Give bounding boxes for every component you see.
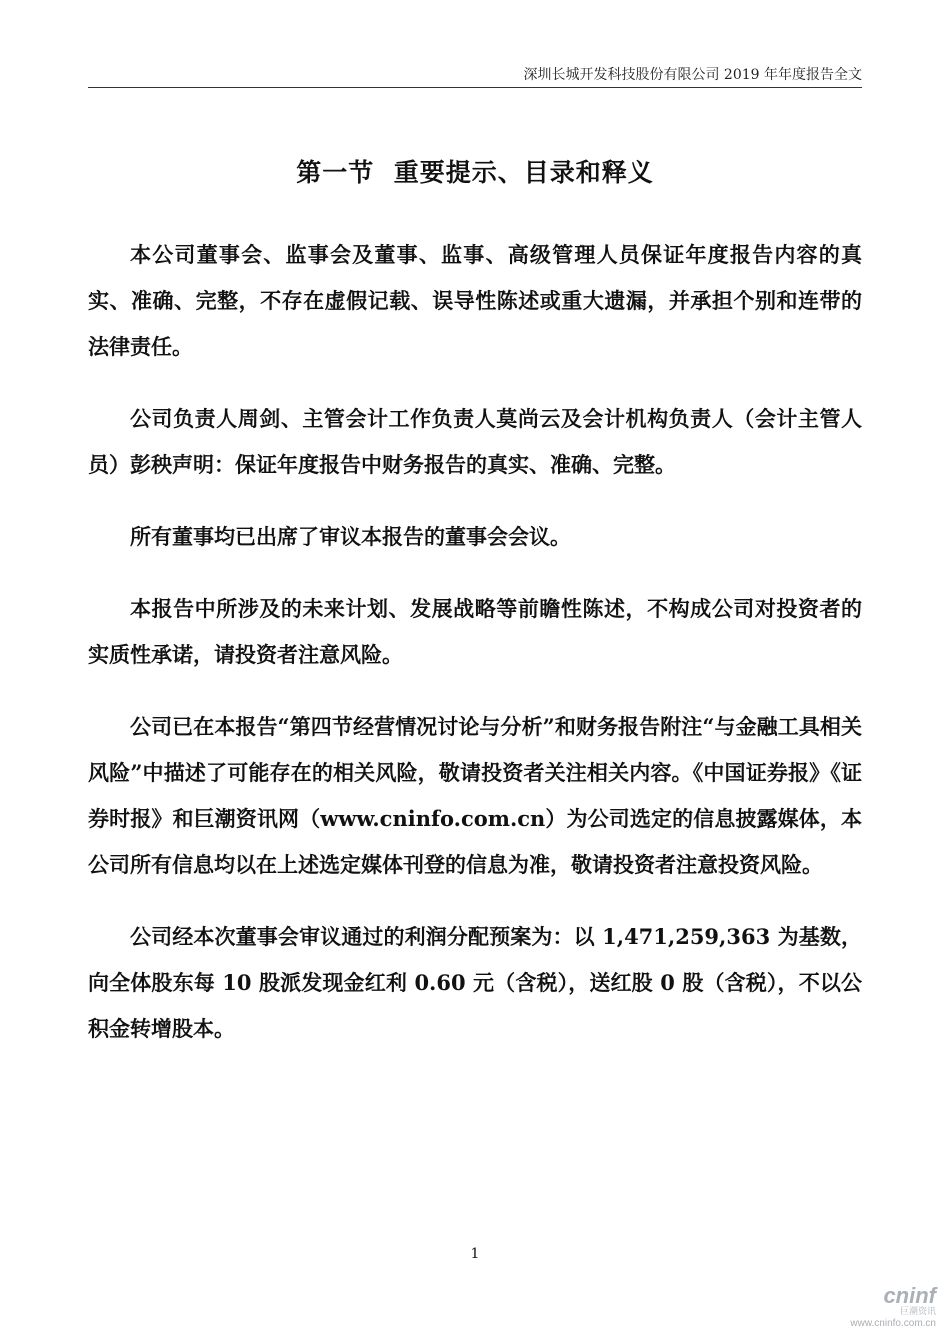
running-header: 深圳长城开发科技股份有限公司 2019 年年度报告全文 [523, 67, 862, 83]
cninfo-watermark-logo [848, 1285, 936, 1330]
header-divider [88, 87, 862, 88]
paragraph-dividend-plan: 公司经本次董事会审议通过的利润分配预案为：以 1,471,259,363 为基数，向全体股东每 10 股派发现金红利 0.60 元（含税），送红股 0 股（含税），不以公积金转增股本。 [88, 924, 862, 1041]
paragraph-officer-statement: 公司负责人周剑、主管会计工作负责人莫尚云及会计机构负责人（会计主管人员）彭秧声明：保证年度报告中财务报告的真实、准确、完整。 [88, 406, 862, 477]
watermark-url: www.cninfo.com.cn [850, 1318, 936, 1329]
section-title: 第一节 重要提示、目录和释义 [296, 158, 654, 187]
watermark-logo-text: cninf [883, 1283, 936, 1308]
watermark-cn-text: 巨潮资讯 [899, 1307, 936, 1317]
paragraph-attendance: 所有董事均已出席了审议本报告的董事会会议。 [130, 524, 571, 549]
paragraph-forward-looking: 本报告中所涉及的未来计划、发展战略等前瞻性陈述，不构成公司对投资者的实质性承诺，请投资者注意风险。 [88, 596, 862, 667]
page-number: 1 [470, 1246, 480, 1262]
body-content [88, 232, 862, 1078]
paragraph-board-guarantee: 本公司董事会、监事会及董事、监事、高级管理人员保证年度报告内容的真实、准确、完整，不存在虚假记载、误导性陈述或重大遗漏，并承担个别和连带的法律责任。 [88, 242, 862, 359]
paragraph-risk-disclosure: 公司已在本报告“第四节经营情况讨论与分析”和财务报告附注“与金融工具相关风险”中描述了可能存在的相关风险，敬请投资者关注相关内容。《中国证券报》《证券时报》和巨潮资讯网（www.cninfo.com.cn）为公司选定的信息披露媒体，本公司所有信息均以在上述选定媒体刊登的信息为准，敬请投资者注意投资风险。 [88, 714, 862, 877]
